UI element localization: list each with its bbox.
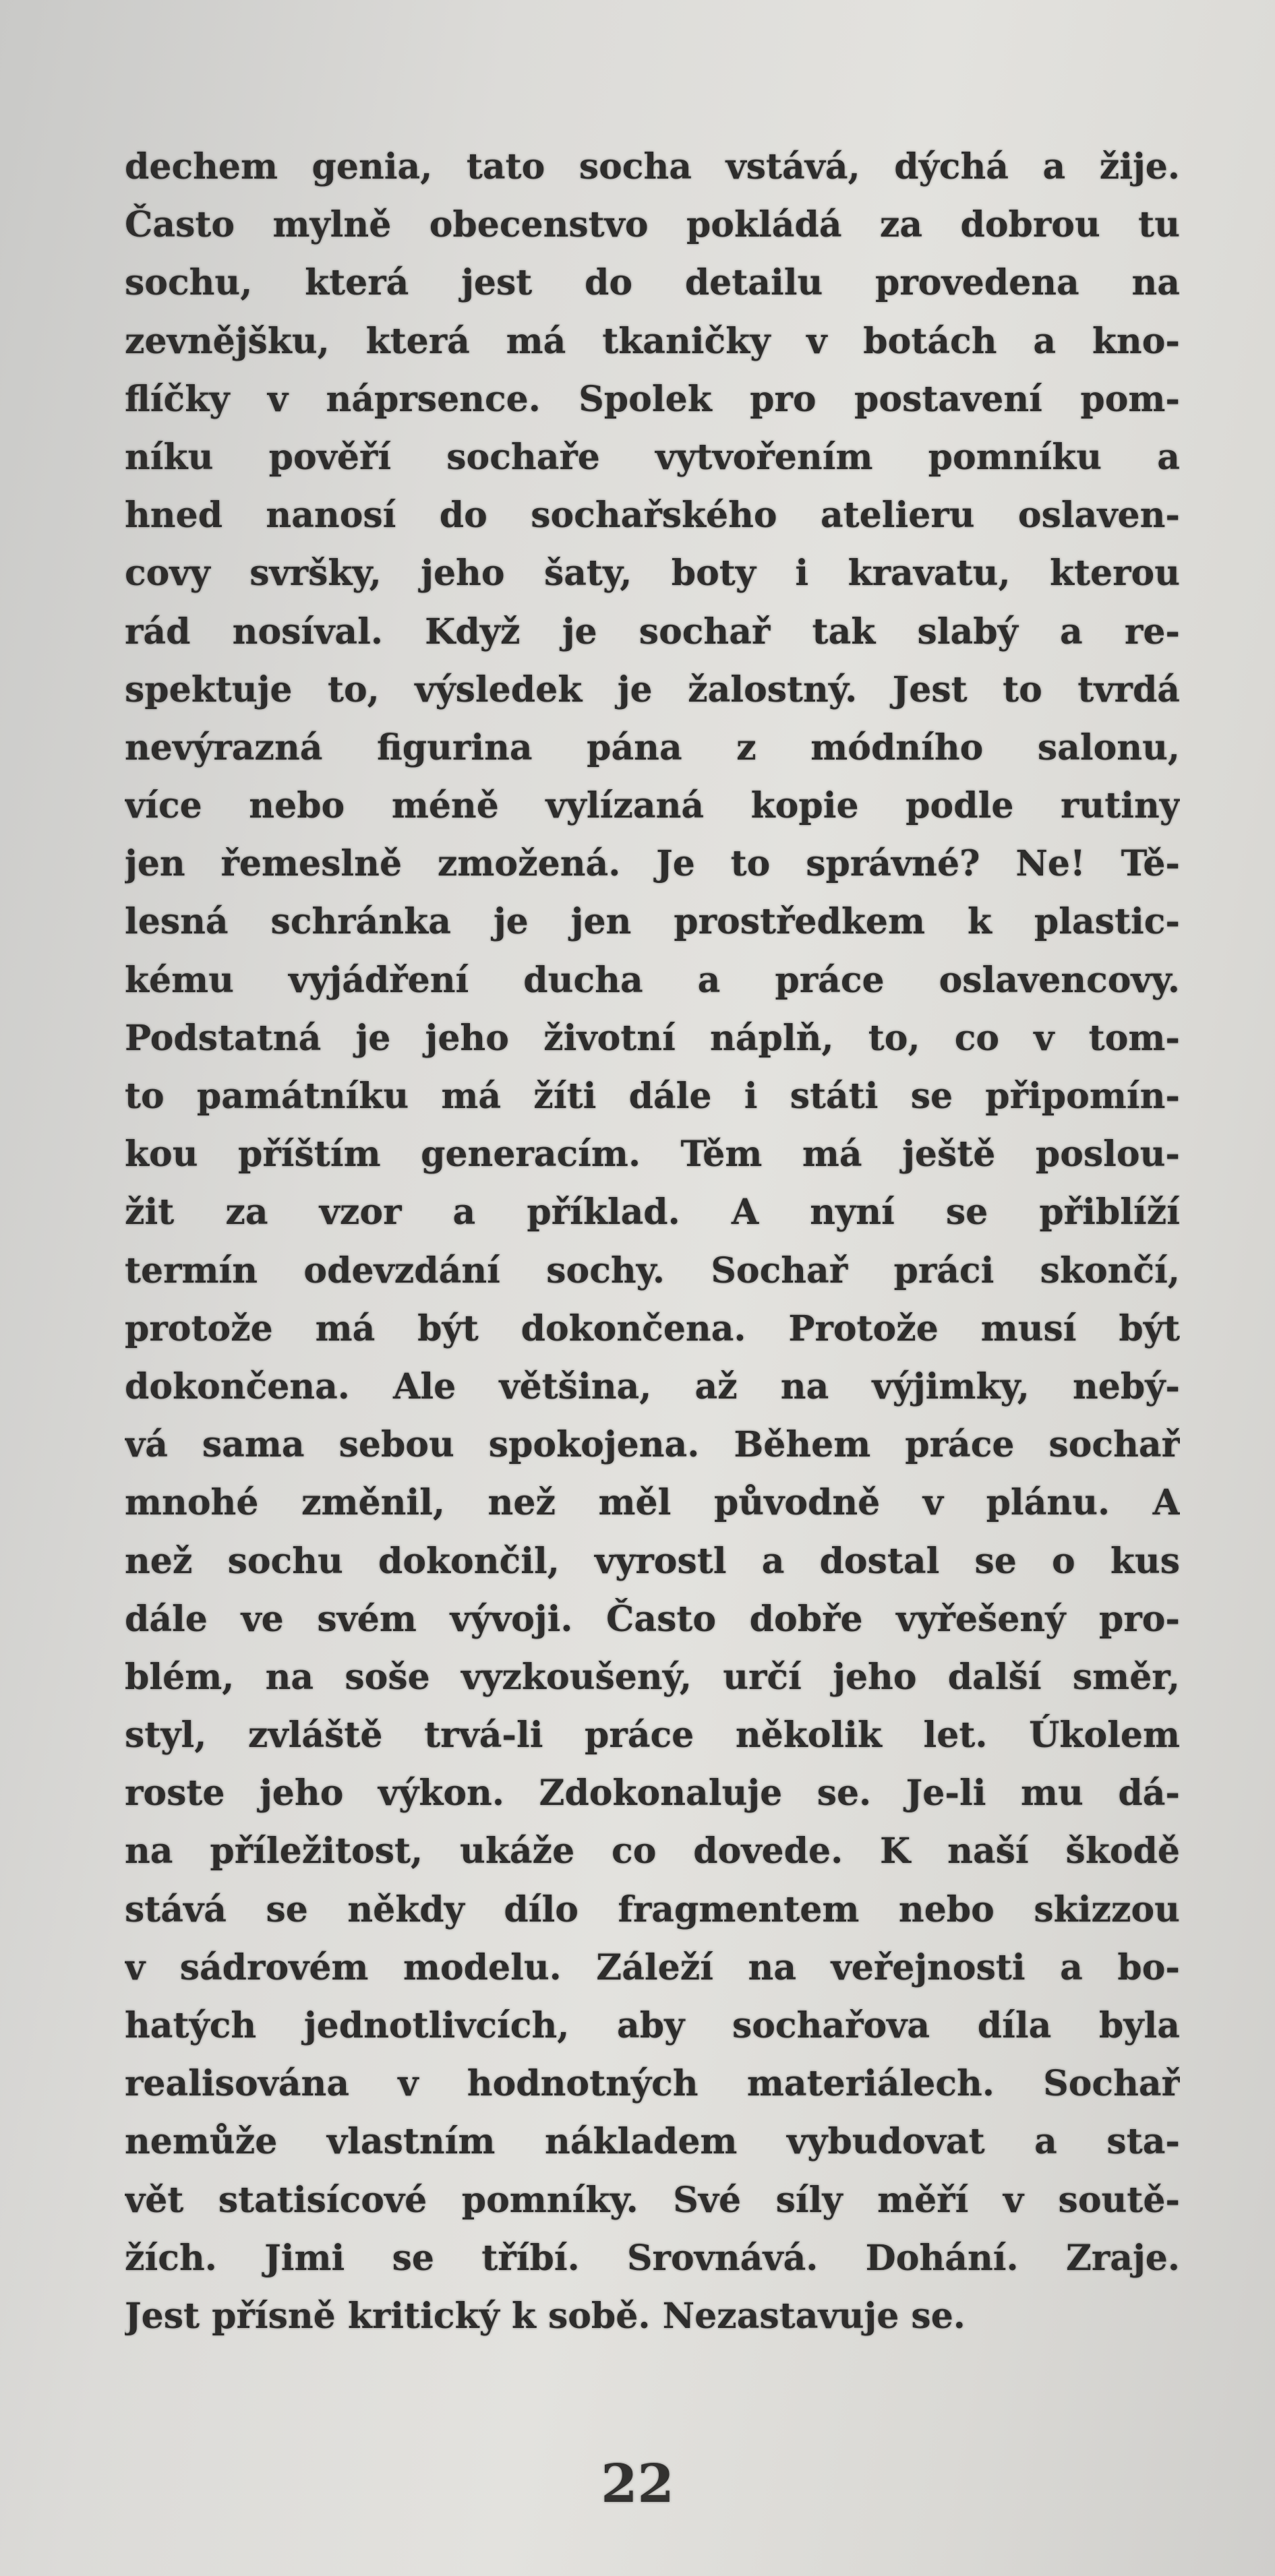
text-line-35: nemůže vlastním nákladem vybudovat a sta- <box>125 2121 1180 2163</box>
text-line-26: dále ve svém vývoji. Často dobře vyřešený pro- <box>125 1598 1180 1640</box>
text-line-4: zevnějšku, která má tkaničky v botách a kno- <box>125 320 1180 362</box>
text-line-17: to památníku má žíti dále i státi se připomín- <box>125 1076 1180 1117</box>
text-line-14: lesná schránka je jen prostředkem k plastic- <box>125 901 1180 943</box>
text-line-3: sochu, která jest do detailu provedena na <box>125 262 1180 304</box>
text-line-28: styl, zvláště trvá-li práce několik let. Úkolem <box>125 1715 1180 1756</box>
page-number: 22 <box>601 2453 674 2515</box>
text-line-18: kou příštím generacím. Těm má ještě poslou- <box>125 1134 1180 1175</box>
text-line-38: Jest přísně kritický k sobě. Nezastavuje se. <box>125 2295 966 2337</box>
text-line-13: jen řemeslně zmožená. Je to správné? Ne! Tě- <box>125 843 1180 885</box>
text-line-30: na příležitost, ukáže co dovede. K naší škodě <box>125 1831 1180 1872</box>
text-line-9: rád nosíval. Když je sochař tak slabý a re- <box>125 611 1180 652</box>
body-text <box>125 138 1180 2345</box>
text-line-15: kému vyjádření ducha a práce oslavencovy. <box>125 959 1180 1001</box>
text-line-34: realisována v hodnotných materiálech. Sochař <box>125 2063 1180 2105</box>
text-line-10: spektuje to, výsledek je žalostný. Jest to tvrdá <box>125 669 1180 710</box>
text-line-32: v sádrovém modelu. Záleží na veřejnosti a bo- <box>125 1946 1180 1988</box>
text-line-7: hned nanosí do sochařského atelieru oslaven- <box>125 495 1180 536</box>
text-line-20: termín odevzdání sochy. Sochař práci skončí, <box>125 1250 1180 1291</box>
text-line-11: nevýrazná figurina pána z módního salonu, <box>125 727 1180 768</box>
text-line-22: dokončena. Ale většina, až na výjimky, nebý- <box>125 1366 1180 1407</box>
text-line-5: flíčky v náprsence. Spolek pro postavení pom- <box>125 378 1180 420</box>
text-line-2: Často mylně obecenstvo pokládá za dobrou tu <box>125 204 1180 246</box>
text-line-21: protože má být dokončena. Protože musí být <box>125 1308 1180 1349</box>
text-line-16: Podstatná je jeho životní náplň, to, co v tom- <box>125 1017 1180 1059</box>
text-line-37: žích. Jimi se tříbí. Srovnává. Dohání. Zraje. <box>125 2237 1180 2279</box>
text-line-24: mnohé změnil, než měl původně v plánu. A <box>125 1482 1180 1524</box>
text-line-12: více nebo méně vylízaná kopie podle rutiny <box>125 785 1180 827</box>
text-line-8: covy svršky, jeho šaty, boty i kravatu, kterou <box>125 553 1180 594</box>
text-line-27: blém, na soše vyzkoušený, určí jeho další směr, <box>125 1656 1180 1698</box>
text-line-19: žit za vzor a příklad. A nyní se přiblíží <box>125 1192 1180 1233</box>
text-line-29: roste jeho výkon. Zdokonaluje se. Je-li mu dá- <box>125 1773 1180 1814</box>
text-line-25: než sochu dokončil, vyrostl a dostal se o kus <box>125 1540 1180 1582</box>
text-line-31: stává se někdy dílo fragmentem nebo skizzou <box>125 1889 1180 1930</box>
text-line-33: hatých jednotlivcích, aby sochařova díla byla <box>125 2005 1180 2046</box>
text-line-6: níku pověří sochaře vytvořením pomníku a <box>125 436 1180 478</box>
text-line-23: vá sama sebou spokojena. Během práce sochař <box>125 1424 1180 1466</box>
text-line-1: dechem genia, tato socha vstává, dýchá a žije. <box>125 146 1180 187</box>
text-line-36: vět statisícové pomníky. Své síly měří v soutě- <box>125 2179 1180 2221</box>
